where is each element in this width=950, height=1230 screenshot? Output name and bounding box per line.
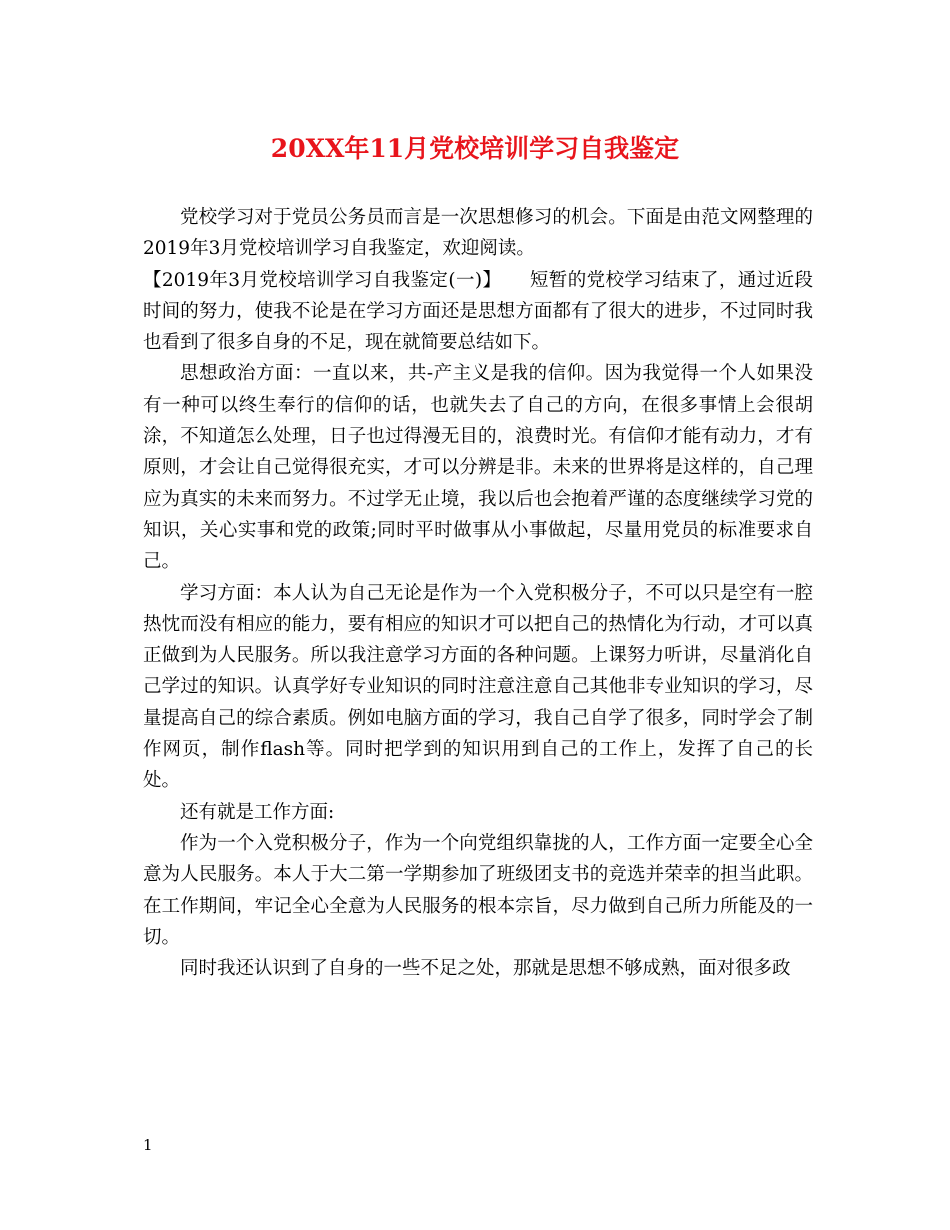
paragraph-political-thought: 思想政治方面：一直以来，共-产主义是我的信仰。因为我觉得一个人如果没有一种可以终生奉行的信仰的话，也就失去了自己的方向，在很多事情上会很胡涂，不知道怎么处理，日子也过得漫无目的，浪费时光。有信仰才能有动力，才有原则，才会让自己觉得很充实，才可以分辨是非。未来的世界将是这样的，自己理应为真实的未来而努力。不过学无止境，我以后也会抱着严谨的态度继续学习党的知识，关心实事和党的政策;同时平时做事从小事做起，尽量用党员的标准要求自己。 bbox=[143, 363, 813, 573]
paragraph-work: 作为一个入党积极分子，作为一个向党组织靠拢的人，工作方面一定要全心全意为人民服务。本人于大二第一学期参加了班级团支书的竞选并荣幸的担当此职。在工作期间，牢记全心全意为人民服务的根本宗旨，尽力做到自己所力所能及的一切。 bbox=[143, 832, 813, 948]
document-title: 20XX年11月党校培训学习自我鉴定 bbox=[270, 134, 680, 163]
paragraph-section-heading: 【2019年3月党校培训学习自我鉴定(一)】 短暂的党校学习结束了，通过近段时间的努力，使我不论是在学习方面还是思想方面都有了很大的进步，不过同时我也看到了很多自身的不足，现在就简要总结如下。 bbox=[143, 269, 813, 354]
paragraph-study: 学习方面：本人认为自己无论是作为一个入党积极分子，不可以只是空有一腔热忱而没有相应的能力，要有相应的知识才可以把自己的热情化为行动，才可以真正做到为人民服务。所以我注意学习方面的各种问题。上课努力听讲，尽量消化自己学过的知识。认真学好专业知识的同时注意注意自己其他非专业知识的学习，尽量提高自己的综合素质。例如电脑方面的学习，我自己自学了很多，同时学会了制作网页，制作flash等。同时把学到的知识用到自己的工作上，发挥了自己的长处。 bbox=[143, 582, 813, 792]
paragraph-intro: 党校学习对于党员公务员而言是一次思想修习的机会。下面是由范文网整理的2019年3月党校培训学习自我鉴定，欢迎阅读。 bbox=[143, 207, 813, 260]
paragraph-shortcomings: 同时我还认识到了自身的一些不足之处，那就是思想不够成熟，面对很多政 bbox=[180, 958, 791, 980]
page-number: 1 bbox=[143, 1136, 153, 1154]
paragraph-work-heading: 还有就是工作方面: bbox=[180, 801, 335, 823]
document-body bbox=[143, 202, 813, 984]
